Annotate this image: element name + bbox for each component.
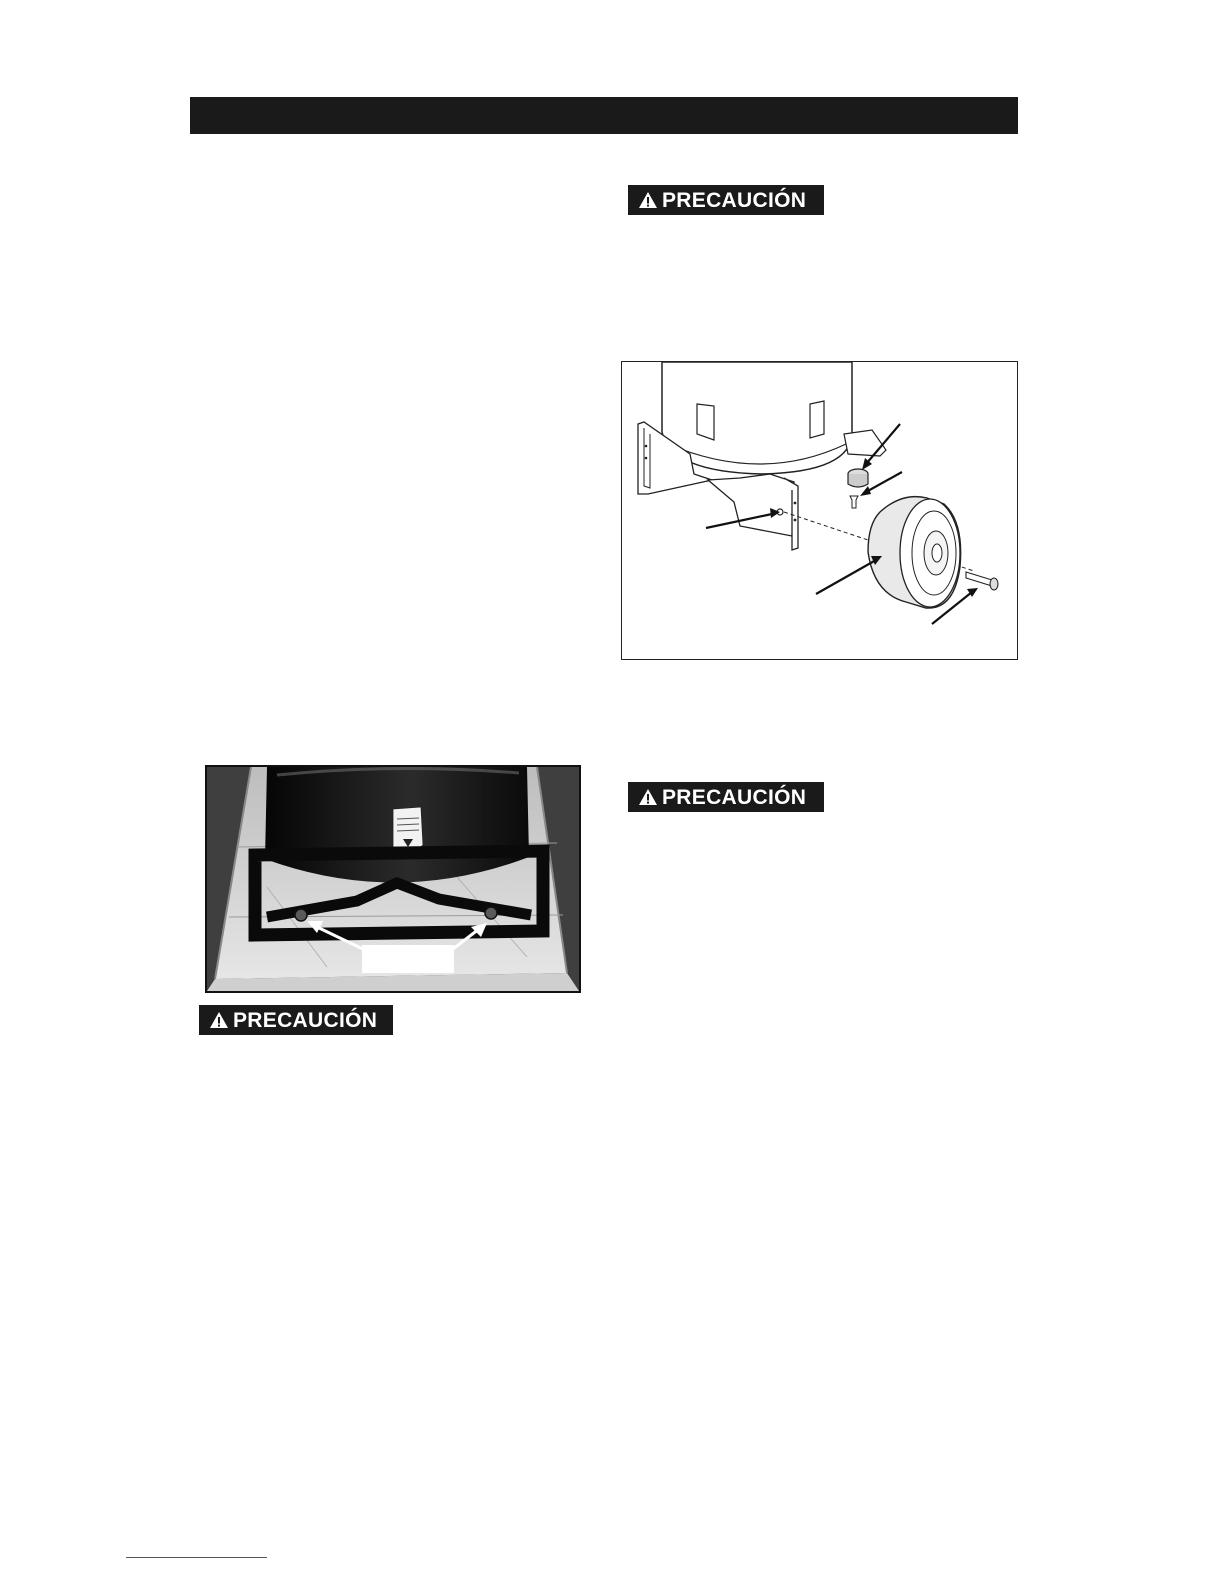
warning-triangle-icon (209, 1011, 229, 1029)
compressor-pallet-photo (205, 765, 581, 993)
warning-triangle-icon (638, 788, 658, 806)
caution-badge (199, 1005, 393, 1035)
caution-badge (628, 782, 824, 812)
caution-label: PRECAUCIÓN (233, 1008, 378, 1032)
wheel-assembly-diagram-icon (622, 362, 1019, 661)
compressor-on-pallet-photo-icon (207, 767, 579, 991)
footer-link-underline[interactable] (126, 1557, 267, 1558)
warning-triangle-icon (638, 191, 658, 209)
wheel-assembly-figure (621, 361, 1018, 660)
caution-label: PRECAUCIÓN (662, 188, 807, 212)
caution-label: PRECAUCIÓN (662, 785, 807, 809)
section-header-bar (190, 97, 1018, 134)
caution-badge (628, 185, 824, 215)
